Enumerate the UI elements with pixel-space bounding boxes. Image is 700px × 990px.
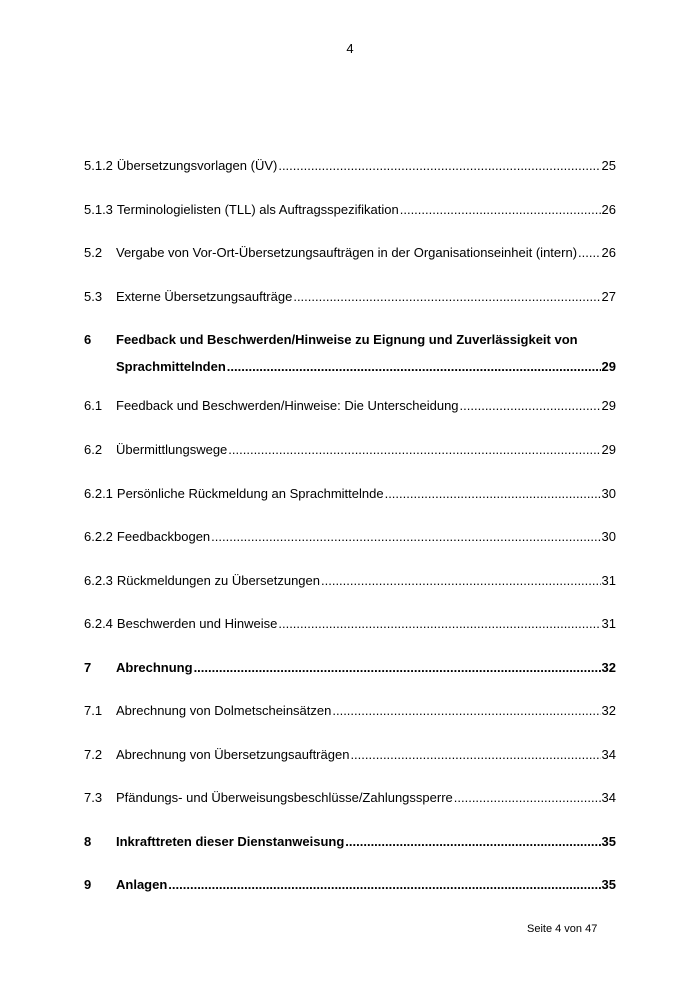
toc-entry-9[interactable] (84, 877, 616, 893)
toc-entry-title: Feedback und Beschwerden/Hinweise: Die Unterscheidung (116, 398, 459, 413)
toc-entry-number: 7 (84, 660, 92, 675)
toc-entry-number: 9 (84, 877, 92, 892)
toc-entry-title: Externe Übersetzungsaufträge (116, 289, 293, 304)
toc-entry-number: 7.2 (84, 747, 103, 762)
toc-entry-page: 35 (601, 877, 616, 892)
toc-leader-dots (211, 529, 600, 545)
toc-leader-dots (400, 202, 601, 218)
toc-leader-dots (278, 616, 600, 632)
toc-entry-number: 5.1.3 (84, 202, 113, 217)
toc-entry-6-2-1[interactable] (84, 486, 616, 502)
toc-entry-page: 29 (601, 398, 616, 413)
toc-entry-title: Übermittlungswege (116, 442, 228, 457)
toc-entry-page: 30 (601, 529, 616, 544)
toc-entry-title-line1: Feedback und Beschwerden/Hinweise zu Eignung und Zuverlässigkeit von (116, 332, 578, 347)
toc-entry-page: 26 (601, 245, 616, 260)
toc-entry-number: 5.2 (84, 245, 103, 260)
toc-entry-page: 25 (601, 158, 616, 173)
toc-entry-title: Anlagen (116, 877, 168, 892)
toc-leader-dots (578, 245, 601, 261)
toc-entry-title: Feedbackbogen (116, 529, 211, 544)
toc-entry-5-3[interactable] (84, 289, 616, 305)
toc-leader-dots (385, 486, 601, 502)
page-footer: Seite 4 von 47 (527, 923, 598, 935)
toc-entry-page: 29 (601, 442, 616, 457)
toc-leader-dots (227, 359, 601, 375)
toc-leader-dots (168, 877, 600, 893)
toc-entry-page: 34 (601, 747, 616, 762)
toc-entry-page: 34 (601, 790, 616, 805)
toc-entry-5-1-3[interactable] (84, 202, 616, 218)
toc-entry-page: 26 (601, 202, 616, 217)
toc-entry-7[interactable] (84, 660, 616, 676)
toc-leader-dots (321, 573, 601, 589)
toc-entry-6-2-3[interactable] (84, 573, 616, 589)
toc-entry-8[interactable] (84, 834, 616, 850)
toc-entry-title: Rückmeldungen zu Übersetzungen (116, 573, 320, 588)
toc-entry-number: 6.2 (84, 442, 103, 457)
toc-leader-dots (293, 289, 600, 305)
toc-entry-number: 6.1 (84, 398, 103, 413)
toc-entry-5-1-2[interactable] (84, 158, 616, 174)
toc-entry-number: 5.1.2 (84, 158, 113, 173)
toc-leader-dots (332, 703, 600, 719)
toc-entry-title: Inkrafttreten dieser Dienstanweisung (116, 834, 345, 849)
toc-entry-number: 6.2.2 (84, 529, 113, 544)
page-number-top: 4 (346, 41, 354, 56)
toc-entry-number: 6.2.1 (84, 486, 113, 501)
toc-leader-dots (460, 398, 601, 414)
toc-entry-title: Übersetzungsvorlagen (ÜV) (116, 158, 278, 173)
toc-entry-title: Beschwerden und Hinweise (116, 616, 278, 631)
toc-entry-page: 32 (601, 660, 616, 675)
toc-entry-number: 6.2.4 (84, 616, 113, 631)
toc-entry-number: 6 (84, 332, 92, 347)
toc-entry-5-2[interactable] (84, 245, 616, 261)
toc-entry-page: 30 (601, 486, 616, 501)
toc-entry-page: 31 (601, 616, 616, 631)
toc-entry-6-2[interactable] (84, 442, 616, 458)
toc-entry-title-line2: Sprachmittelnden (116, 359, 226, 374)
toc-entry-title: Vergabe von Vor-Ort-Übersetzungsaufträgen in der Organisationseinheit (intern) (116, 245, 578, 260)
toc-entry-title: Abrechnung von Übersetzungsaufträgen (116, 747, 350, 762)
toc-entry-page: 31 (601, 573, 616, 588)
toc-entry-6-1[interactable] (84, 398, 616, 414)
toc-entry-number: 8 (84, 834, 92, 849)
toc-leader-dots (454, 790, 601, 806)
toc-entry-number: 7.1 (84, 703, 103, 718)
toc-entry-7-3[interactable] (84, 790, 616, 806)
toc-entry-6-2-2[interactable] (84, 529, 616, 545)
toc-entry-page: 32 (601, 703, 616, 718)
toc-entry-title: Abrechnung (116, 660, 193, 675)
toc-entry-page: 27 (601, 289, 616, 304)
toc-leader-dots (278, 158, 600, 174)
toc-entry-page: 35 (601, 834, 616, 849)
toc-entry-title: Persönliche Rückmeldung an Sprachmittelnde (116, 486, 384, 501)
toc-entry-number: 5.3 (84, 289, 103, 304)
toc-leader-dots (194, 660, 601, 676)
toc-leader-dots (345, 834, 600, 850)
toc-entry-number: 6.2.3 (84, 573, 113, 588)
toc-leader-dots (228, 442, 600, 458)
toc-entry-6[interactable] (84, 332, 616, 375)
toc-entry-title: Abrechnung von Dolmetscheinsätzen (116, 703, 332, 718)
toc-entry-page: 29 (601, 359, 616, 374)
toc-leader-dots (350, 747, 600, 763)
toc-entry-7-1[interactable] (84, 703, 616, 719)
toc-entry-title: Terminologielisten (TLL) als Auftragsspezifikation (116, 202, 399, 217)
toc-entry-7-2[interactable] (84, 747, 616, 763)
toc-entry-6-2-4[interactable] (84, 616, 616, 632)
toc-entry-number: 7.3 (84, 790, 103, 805)
toc-entry-title: Pfändungs- und Überweisungsbeschlüsse/Zahlungssperre (116, 790, 453, 805)
